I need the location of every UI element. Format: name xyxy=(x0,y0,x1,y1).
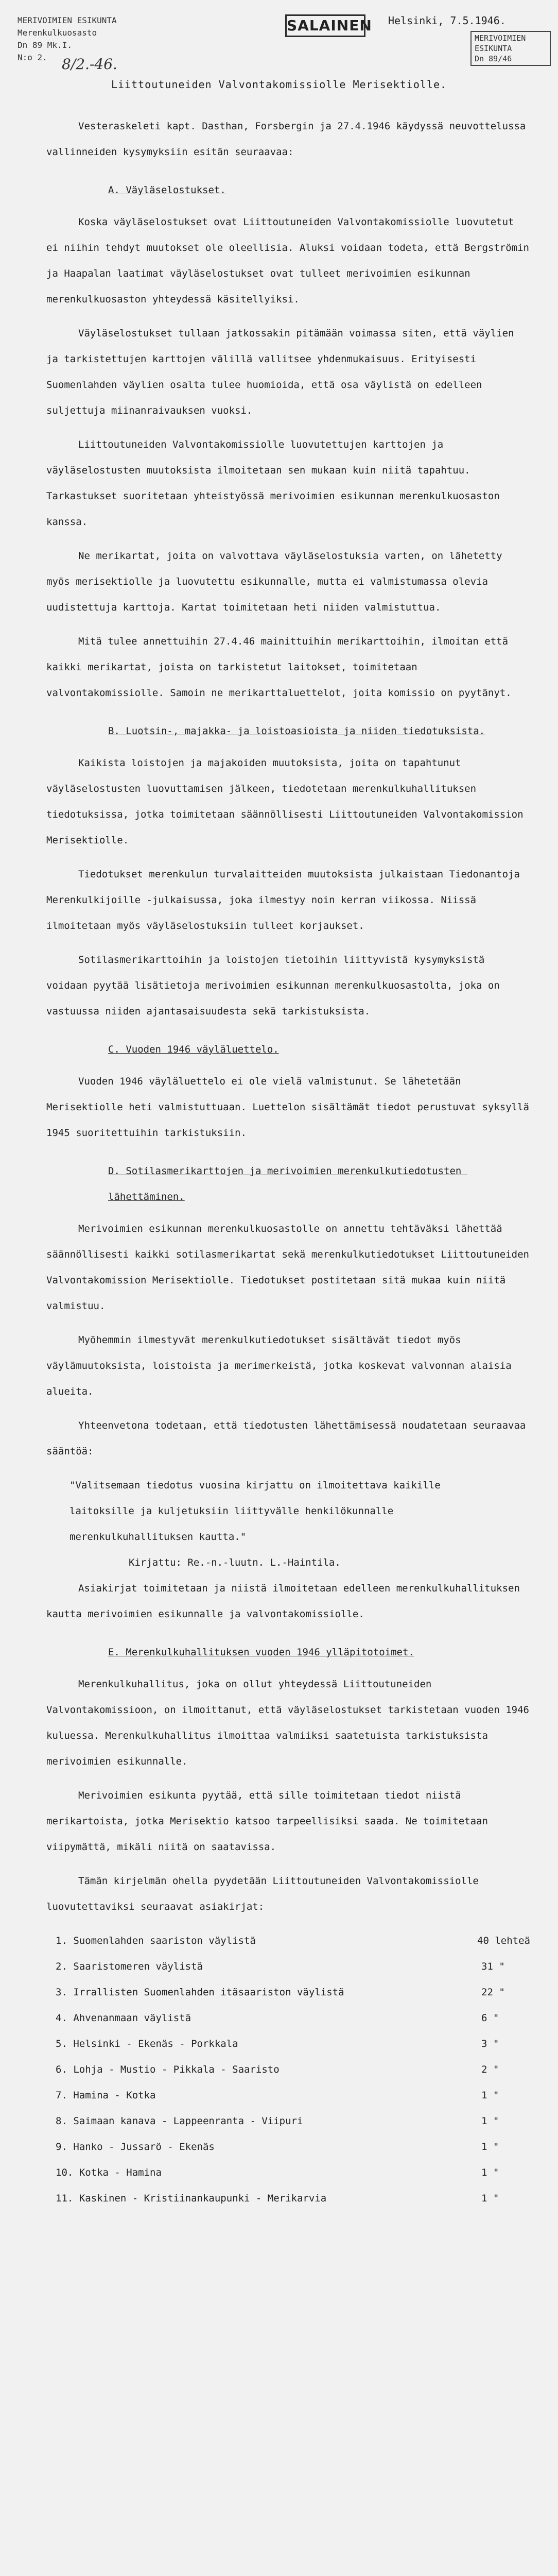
enclosure-label: 1. Suomenlahden saariston väylistä xyxy=(56,1935,256,1946)
header-line-1: MERIVOIMIEN ESIKUNTA xyxy=(18,15,117,25)
list-item xyxy=(46,2005,530,2031)
secret-stamp: SALAINEN xyxy=(285,14,365,37)
header-line-4: N:o 2. xyxy=(18,53,47,62)
list-item xyxy=(46,1979,530,2005)
section-e-heading: E. Merenkulkuhallituksen vuoden 1946 ylläpitotoimet. xyxy=(108,1647,414,1658)
enclosure-list xyxy=(46,1928,530,2211)
enclosure-label: 3. Irrallisten Suomenlahden itäsaariston väylistä xyxy=(56,1987,344,1998)
enclosure-count: 40 lehteä xyxy=(477,1935,530,1946)
section-b-paragraph-1: Kaikista loistojen ja majakoiden muutoksista, joita on tapahtunut väyläselostusten luovuttamisen jälkeen, tiedotetaan merenkulkuhallituksen tiedotuksissa, jotka toimitetaan säännöllisesti Liittoutuneiden Valvontakomission Merisektiolle. xyxy=(46,757,530,846)
enclosure-label: 6. Lohja - Mustio - Pikkala - Saaristo xyxy=(56,2064,280,2075)
enclosure-count: 1 " xyxy=(481,2141,499,2153)
enclosure-count: 6 " xyxy=(481,2012,499,2024)
enclosure-count: 22 " xyxy=(481,1987,505,1998)
section-b-paragraph-3: Sotilasmerikarttoihin ja loistojen tietoihin liittyvistä kysymyksistä voidaan pyytää lisätietoja merivoimien esikunnan merenkulkuosastolta, joka on vastuussa niiden ajantasaisuudesta sekä tarkistuksista. xyxy=(46,954,506,1017)
enclosure-label: 9. Hanko - Jussarö - Ekenäs xyxy=(56,2141,215,2153)
received-stamp-line-1: MERIVOIMIEN ESIKUNTA xyxy=(475,33,526,53)
section-a-paragraph-1: Koska väyläselostukset ovat Liittoutuneiden Valvontakomissiolle luovutetut ei niihin tehdyt muutokset ole oleellisia. Aluksi voidaan todeta, että Bergströmin ja Haapalan laatimat väyläselostukset ovat tulleet merivoimien esikunnan merenkulkuosaston yhteydessä käsitellyiksi. xyxy=(46,216,535,305)
enclosure-count: 1 " xyxy=(481,2090,499,2101)
enclosure-count: 2 " xyxy=(481,2064,499,2075)
section-d-paragraph-2: Myöhemmin ilmestyvät merenkulkutiedotukset sisältävät tiedot myös väylämuutoksista, loistoista ja merimerkeistä, jotka koskevat valvonnan alaisia alueita. xyxy=(46,1334,518,1397)
section-a-paragraph-3: Liittoutuneiden Valvontakomissiolle luovutettujen karttojen ja väyläselostusten muutoksista ilmoitetaan sen mukaan kuin niitä tapahtuu. Tarkastukset suoritetaan yhteistyössä merivoimien esikunnan merenkulkuosaston kanssa. xyxy=(46,439,506,528)
list-item xyxy=(46,2057,530,2082)
section-a-paragraph-4: Ne merikartat, joita on valvottava väyläselostuksia varten, on lähetetty myös merisektiolle ja luovutettu esikunnalle, mutta ei valmistumassa olevia uudistettuja karttoja. Kartat toimitetaan heti niiden valmistuttua. xyxy=(46,550,509,613)
received-stamp-line-2: Dn 89/46 xyxy=(475,54,512,63)
list-item xyxy=(46,1954,530,1979)
section-d-paragraph-1: Merivoimien esikunnan merenkulkuosastolle on annettu tehtäväksi lähettää säännöllisesti kaikki sotilasmerikartat sekä merenkulkutiedotukset Liittoutuneiden Valvontakomission Merisektiolle. Tiedotukset postitetaan sitä mukaa kuin niitä valmistuu. xyxy=(46,1223,535,1312)
enclosure-intro: Tämän kirjelmän ohella pyydetään Liittoutuneiden Valvontakomissiolle luovutettaviksi seuraavat asiakirjat: xyxy=(46,1875,485,1912)
list-item xyxy=(46,2108,530,2134)
enclosure-count: 1 " xyxy=(481,2115,499,2127)
enclosure-label: 11. Kaskinen - Kristiinankaupunki - Merikarvia xyxy=(56,2193,327,2204)
section-a-paragraph-2: Väyläselostukset tullaan jatkossakin pitämään voimassa siten, että väylien ja tarkistettujen karttojen välillä vallitsee yhdenmukaisuus. Erityisesti Suomenlahden väylien osalta tulee huomioida, että osa väylistä on edelleen suljettuja miinanraivauksen vuoksi. xyxy=(46,328,520,416)
header-line-2: Merenkulkuosasto xyxy=(18,28,97,38)
enclosure-label: 8. Saimaan kanava - Lappeenranta - Viipuri xyxy=(56,2115,303,2127)
enclosure-label: 5. Helsinki - Ekenäs - Porkkala xyxy=(56,2038,238,2049)
enclosure-label: 4. Ahvenanmaan väylistä xyxy=(56,2012,191,2024)
document-date: Helsinki, 7.5.1946. xyxy=(388,14,506,27)
section-c-heading: C. Vuoden 1946 väyläluettelo. xyxy=(108,1044,279,1055)
section-b-paragraph-2: Tiedotukset merenkulun turvalaitteiden muutoksista julkaistaan Tiedonantoja Merenkulkijoille -julkaisussa, joka ilmestyy noin kerran viikossa. Niissä ilmoitetaan myös väyläselostuksiin tulleet korjaukset. xyxy=(46,869,526,931)
list-item xyxy=(46,2031,530,2057)
section-d-paragraph-4: Asiakirjat toimitetaan ja niistä ilmoitetaan edelleen merenkulkuhallituksen kautta merivoimien esikunnalle ja valvontakomissiolle. xyxy=(46,1583,526,1620)
section-a-heading: A. Väyläselostukset. xyxy=(108,184,226,196)
list-item xyxy=(46,2134,530,2160)
enclosure-count: 1 " xyxy=(481,2193,499,2204)
section-d-paragraph-3: Yhteenvetona todetaan, että tiedotusten lähettämisessä noudatetaan seuraavaa sääntöä: xyxy=(46,1420,532,1457)
header-line-3: Dn 89 Mk.I. xyxy=(18,40,72,50)
section-d-heading: D. Sotilasmerikarttojen ja merivoimien merenkulkutiedotusten lähettäminen. xyxy=(108,1165,467,1202)
list-item xyxy=(46,2185,530,2211)
document-title: Liittoutuneiden Valvontakomissiolle Merisektiolle. xyxy=(111,78,447,91)
list-item xyxy=(46,1928,530,1954)
enclosure-label: 7. Hamina - Kotka xyxy=(56,2090,156,2101)
enclosure-count: 3 " xyxy=(481,2038,499,2049)
section-a-paragraph-5: Mitä tulee annettuihin 27.4.46 mainittuihin merikarttoihin, ilmoitan että kaikki merikartat, joista on tarkistetut laitokset, toimitetaan valvontakomissiolle. Samoin ne merikarttaluettelot, joita komissio on pyytänyt. xyxy=(46,636,514,699)
handwritten-mark: 8/2.-46. xyxy=(62,56,117,73)
section-c-paragraph-1: Vuoden 1946 väyläluettelo ei ole vielä valmistunut. Se lähetetään Merisektiolle heti valmistuttuaan. Luettelon sisältämät tiedot perustuvat syksyllä 1945 suoritettuihin tarkistuksiin. xyxy=(46,1076,535,1139)
enclosure-label: 10. Kotka - Hamina xyxy=(56,2167,162,2178)
enclosure-count: 31 " xyxy=(481,1961,505,1972)
enclosure-count: 1 " xyxy=(481,2167,499,2178)
list-item xyxy=(46,2160,530,2185)
enclosure-label: 2. Saaristomeren väylistä xyxy=(56,1961,203,1972)
section-b-heading: B. Luotsin-, majakka- ja loistoasioista ja niiden tiedotuksista. xyxy=(108,725,485,737)
section-e-paragraph-2: Merivoimien esikunta pyytää, että sille toimitetaan tiedot niistä merikartoista, jotka Merisektio katsoo tarpeellisiksi saada. Ne toimitetaan viipymättä, mikäli niitä on saatavissa. xyxy=(46,1790,494,1853)
intro-paragraph: Vesteraskeleti kapt. Dasthan, Forsbergin ja 27.4.1946 käydyssä neuvottelussa vallinneiden kysymyksiin esitän seuraavaa: xyxy=(46,121,532,158)
quoted-text: "Valitsemaan tiedotus vuosina kirjattu on ilmoitettava kaikille laitoksille ja kuljetuksiin liittyvälle henkilökunnalle merenkulkuhallituksen kautta." xyxy=(69,1480,447,1543)
quoted-signature: Kirjattu: Re.-n.-luutn. L.-Haintila. xyxy=(129,1557,341,1568)
received-stamp xyxy=(470,31,551,66)
list-item xyxy=(46,2082,530,2108)
section-e-paragraph-1: Merenkulkuhallitus, joka on ollut yhteydessä Liittoutuneiden Valvontakomissioon, on ilmoittanut, että väyläselostukset tarkistetaan vuoden 1946 kuluessa. Merenkulkuhallitus ilmoittaa valmiiksi saatetuista tarkistuksista merivoimien esikunnalle. xyxy=(46,1679,535,1767)
document-body xyxy=(46,113,535,2211)
